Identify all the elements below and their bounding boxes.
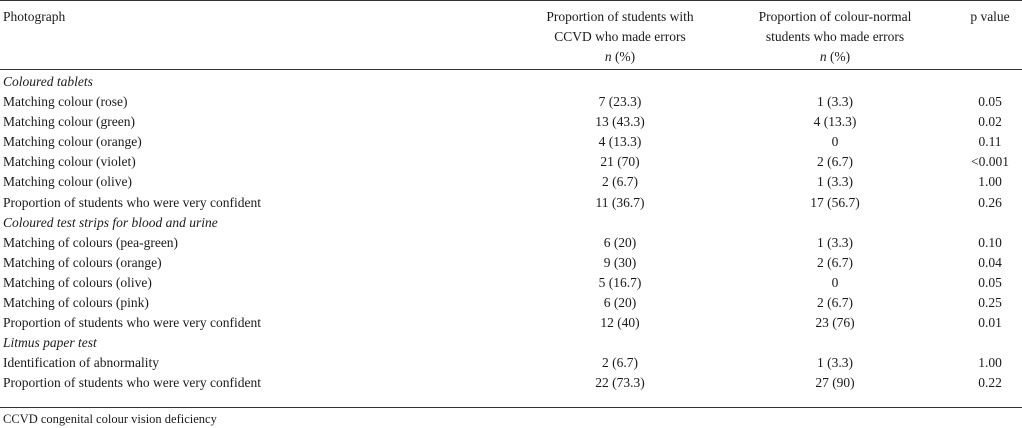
p-value: 0.10 [978, 234, 1002, 250]
p-value: 0.05 [978, 274, 1002, 290]
p-value: 0.02 [978, 114, 1002, 130]
row-label: Matching colour (rose) [3, 94, 128, 110]
normal-value: 2 (6.7) [817, 254, 853, 270]
table-row [0, 253, 1022, 273]
table-header [0, 7, 1022, 67]
p-value: 0.25 [978, 295, 1002, 311]
normal-value: 1 (3.3) [817, 355, 853, 371]
table-row [0, 353, 1022, 373]
p-value: 0.04 [978, 254, 1002, 270]
row-label: Matching of colours (pink) [3, 295, 149, 311]
table-row [0, 112, 1022, 132]
row-label: Proportion of students who were very confident [3, 315, 261, 331]
header-ccvd-errors [520, 7, 720, 67]
section-heading [0, 333, 1022, 353]
ccvd-value: 12 (40) [600, 315, 640, 331]
header-photograph: Photograph [3, 9, 66, 24]
row-label: Matching colour (green) [3, 114, 135, 130]
normal-value: 4 (13.3) [813, 114, 857, 130]
table-row [0, 132, 1022, 152]
p-value: 0.01 [978, 315, 1002, 331]
ccvd-value: 2 (6.7) [602, 355, 638, 371]
table-row [0, 293, 1022, 313]
row-label: Matching colour (olive) [3, 174, 132, 190]
ccvd-value: 21 (70) [600, 154, 640, 170]
ccvd-value: 6 (20) [603, 295, 637, 311]
p-value: <0.001 [971, 154, 1009, 170]
row-label: Identification of abnormality [3, 355, 159, 371]
header-ccvd-line2: CCVD who made errors [554, 29, 686, 44]
header-ccvd-unit [520, 47, 720, 67]
normal-value: 1 (3.3) [817, 174, 853, 190]
row-label: Proportion of students who were very confident [3, 375, 261, 391]
row-label: Matching of colours (olive) [3, 274, 152, 290]
ccvd-value: 5 (16.7) [598, 274, 642, 290]
row-label: Matching colour (violet) [3, 154, 136, 170]
header-pct-label: (%) [614, 49, 636, 64]
table-top-rule [0, 0, 1022, 1]
normal-value: 0 [831, 134, 839, 150]
header-p-value: p value [970, 9, 1010, 24]
header-normal-line2: students who made errors [765, 29, 905, 44]
header-n-label: n [604, 49, 612, 64]
ccvd-value: 6 (20) [603, 234, 637, 250]
ccvd-value: 9 (30) [603, 254, 637, 270]
ccvd-value: 4 (13.3) [598, 134, 642, 150]
table-row [0, 373, 1022, 393]
section-heading [0, 213, 1022, 233]
ccvd-value: 11 (36.7) [595, 194, 645, 210]
table-body [0, 72, 1022, 394]
table-row [0, 313, 1022, 333]
ccvd-value: 7 (23.3) [598, 94, 642, 110]
normal-value: 2 (6.7) [817, 295, 853, 311]
header-rule [0, 69, 1022, 70]
p-value: 1.00 [978, 355, 1002, 371]
section-title: Coloured test strips for blood and urine [3, 214, 218, 230]
table-row [0, 233, 1022, 253]
normal-value: 2 (6.7) [817, 154, 853, 170]
row-label: Matching of colours (pea-green) [3, 234, 179, 250]
row-label: Proportion of students who were very confident [3, 194, 261, 210]
p-value: 0.26 [978, 194, 1002, 210]
table-footnote: CCVD congenital colour vision deficiency [3, 412, 217, 426]
p-value: 0.22 [978, 375, 1002, 391]
p-value: 0.05 [978, 94, 1002, 110]
normal-value: 27 (90) [815, 375, 855, 391]
normal-value: 0 [831, 274, 839, 290]
table-row [0, 193, 1022, 213]
table-row [0, 172, 1022, 192]
ccvd-value: 2 (6.7) [602, 174, 638, 190]
table-row [0, 273, 1022, 293]
normal-value: 1 (3.3) [817, 94, 853, 110]
normal-value: 23 (76) [815, 315, 855, 331]
normal-value: 17 (56.7) [810, 194, 860, 210]
p-value: 0.11 [978, 134, 1002, 150]
p-value: 1.00 [978, 174, 1002, 190]
header-pct-label: (%) [829, 49, 851, 64]
header-n-label: n [819, 49, 827, 64]
normal-value: 1 (3.3) [817, 234, 853, 250]
row-label: Matching of colours (orange) [3, 254, 162, 270]
ccvd-value: 22 (73.3) [595, 375, 645, 391]
header-ccvd-line1: Proportion of students with [546, 9, 694, 24]
header-normal-errors [735, 7, 935, 67]
table-row [0, 92, 1022, 112]
table-row [0, 152, 1022, 172]
section-title: Coloured tablets [3, 74, 93, 89]
header-normal-unit [735, 47, 935, 67]
header-normal-line1: Proportion of colour-normal [758, 9, 912, 24]
section-heading [0, 72, 1022, 92]
section-title: Litmus paper test [3, 335, 97, 351]
ccvd-value: 13 (43.3) [595, 114, 645, 130]
row-label: Matching colour (orange) [3, 134, 142, 150]
table-bottom-rule [0, 407, 1022, 408]
